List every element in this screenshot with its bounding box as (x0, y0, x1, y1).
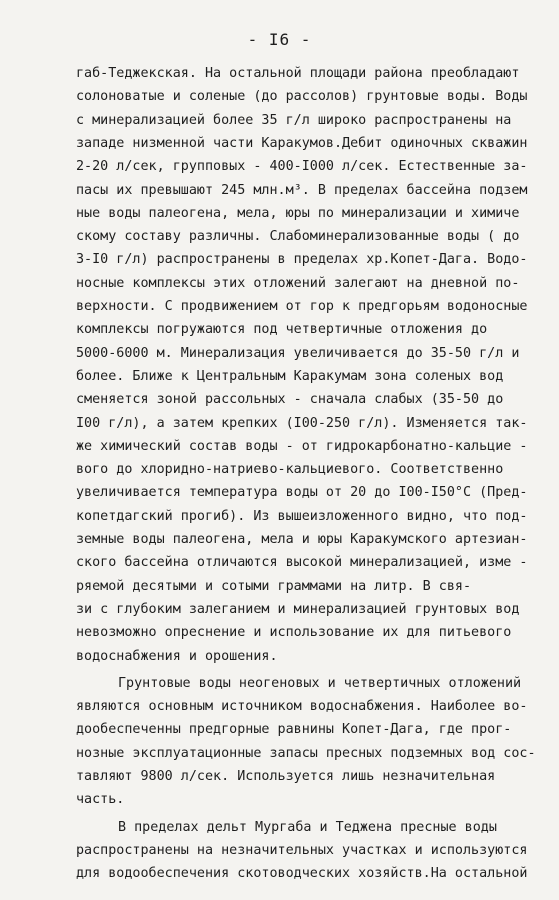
text-line: являются основным источником водоснабжения. Наиболее во- (76, 699, 528, 715)
text-line: верхности. С продвижением от гор к предгорьям водоносные (76, 299, 528, 314)
text-line: нозные эксплуатационные запасы пресных подземных вод сос- (76, 745, 536, 761)
text-line: скому составу различны. Слабоминерализованные воды ( до (76, 229, 520, 245)
text-line: носные комплексы этих отложений залегают на дневной по- (76, 275, 520, 291)
text-line: комплексы погружаются под четвертичные отложения до (76, 322, 488, 338)
text-line: невозможно опреснение и использование их для питьевого (76, 625, 512, 641)
text-line: пасы их превышают 245 млн.м³. В пределах бассейна подзем (76, 182, 528, 198)
text-line: копетдагский прогиб). Из вышеизложенного видно, что под- (76, 508, 528, 524)
text-line: 3-I0 г/л) распространены в пределах хр.Копет-Дага. Водо- (76, 252, 528, 268)
text-line: земные воды палеогена, мела и юры Каракумского артезиан- (76, 532, 528, 547)
text-line: I00 г/л), а затем крепких (I00-250 г/л). Изменяется так- (76, 415, 528, 431)
text-line: 2-20 л/сек, групповых - 400-I000 л/сек. Естественные за- (76, 159, 528, 175)
text-line: Грунтовые воды неогеновых и четвертичных отложений (118, 675, 522, 691)
text-line: В пределах дельт Мургаба и Теджена пресные воды (118, 819, 497, 835)
text-line: дообеспеченны предгорные равнины Копет-Дага, где прог- (76, 722, 512, 738)
text-line: зи с глубоким залеганием и минерализацией грунтовых вод (76, 601, 520, 617)
text-line: 5000-6000 м. Минерализация увеличивается до 35-50 г/л и (76, 345, 520, 361)
text-line: солоноватые и соленые (до рассолов) грунтовые воды. Воды (76, 89, 528, 105)
text-line: часть. (76, 792, 125, 808)
text-line: ряемой десятыми и сотыми граммами на литр. В свя- (76, 578, 472, 594)
text-line: водоснабжения и орошения. (76, 648, 278, 664)
text-line: ные воды палеогена, мела, юры по минерализации и химиче (76, 205, 520, 221)
page-number: - I6 - (247, 30, 312, 49)
text-line: ского бассейна отличаются высокой минерализацией, изме - (76, 555, 528, 571)
text-line: западе низменной части Каракумов.Дебит одиночных скважин (76, 135, 528, 151)
text-line: для водообеспечения скотоводческих хозяйств.На остальной (76, 866, 528, 882)
text-line: тавляют 9800 л/сек. Используется лишь незначительная (76, 769, 496, 784)
text-line: увеличивается температура воды от 20 до I00-I50°С (Пред- (76, 485, 528, 501)
text-line: распространены на незначительных участках и используются (76, 842, 528, 858)
text-line: более. Ближе к Центральным Каракумам зона соленых вод (76, 368, 504, 384)
text-line: габ-Теджекская. На остальной площади района преобладают (76, 66, 520, 81)
text-line: вого до хлоридно-натриево-кальциевого. Соответственно (76, 462, 504, 478)
text-line: с минерализацией более 35 г/л широко распространены на (76, 112, 512, 128)
text-line: же химический состав воды - от гидрокарбонатно-кальцие - (76, 438, 528, 454)
text-line: сменяется зоной рассольных - сначала слабых (35-50 до (76, 392, 504, 408)
